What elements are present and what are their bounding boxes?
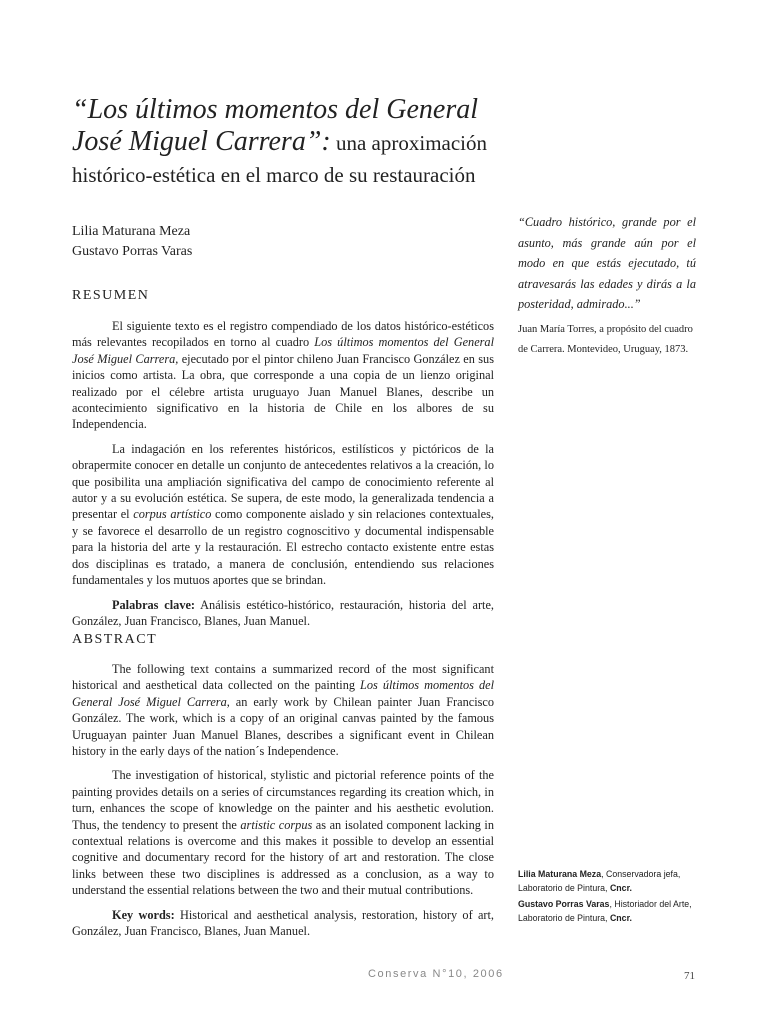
epigraph-quote: “Cuadro histórico, grande por el asunto, más grande aún por el modo en que estás ejecutado, tú atravesarás las edades y dirás a la posteridad, admirado...” bbox=[518, 215, 696, 311]
bio-org: Cncr. bbox=[609, 882, 632, 893]
keywords-text: Análisis estético-histórico, restauración, historia del arte, González, Juan Francisco, Blanes, Juan Manuel. bbox=[72, 597, 494, 628]
author-name: Gustavo Porras Varas bbox=[72, 244, 193, 259]
resumen-paragraph bbox=[72, 441, 494, 589]
author-bio bbox=[518, 868, 698, 895]
resumen-paragraph bbox=[72, 318, 494, 433]
journal-footer: Conserva N°10, 2006 bbox=[368, 968, 504, 980]
keywords-text: Historical and aesthetical analysis, restoration, history of art, González, Juan Francisco, Blanes, Juan Manuel. bbox=[72, 907, 495, 939]
resumen-heading: RESUMEN bbox=[72, 288, 150, 303]
text-run: La indagación en los referentes históricos, estilísticos y pictóricos de la obrapermite conocer en detalle un conjunto de antecedentes relativos a la creación, lo que posibilita una ampliación significativa del campo de conocimiento referente al autor y a su evolución estética. Se supera, de este modo, la generalizada tendencia a presentar el bbox=[72, 441, 494, 522]
title-italic-part: “Los últimos momentos del General José Miguel Carrera” bbox=[72, 94, 478, 157]
italic-term: artistic corpus bbox=[240, 817, 313, 832]
abstract-paragraph bbox=[72, 661, 494, 759]
text-run: The investigation of historical, stylistic and pictorial reference points of the painting provides details on a series of circumstances regarding its creation which, in turn, enhances the scope of knowledge on the painter and his aesthetic evolution. Thus, the tendency to present the bbox=[72, 768, 494, 832]
article-title bbox=[72, 94, 532, 191]
keywords-label: Key words: bbox=[112, 907, 175, 922]
resumen-keywords bbox=[72, 597, 494, 630]
epigraph-attribution: Juan María Torres, a propósito del cuadro de Carrera. Montevideo, Uruguay, 1873. bbox=[518, 324, 693, 355]
text-run: as an isolated component lacking in contextual relations is overcome and this makes it possible to develop an essential cognitive and documentary record for the history of art and restoration. The close links between these two disciplines is addressed as a conclusion, as a way to understand the essential relations between the two and their mutual contributions. bbox=[72, 817, 494, 898]
text-run: como componente aislado y sin relaciones contextuales, y se favorece el desarrollo de un registro cognoscitivo y documental indispensable para la historia del arte y la restauración. El estrecho contacto existente entre estas dos disciplinas es tratado, a manera de conclusión, entendiendo sus relaciones fundamentales y los mutuos aportes que se brindan. bbox=[72, 507, 494, 588]
page-number: 71 bbox=[684, 970, 695, 982]
painting-title: Los últimos momentos del General José Miguel Carrera, bbox=[72, 335, 495, 366]
title-colon: : bbox=[321, 126, 331, 157]
abstract-paragraph bbox=[72, 767, 494, 898]
resumen-body bbox=[72, 318, 494, 637]
text-run: ejecutado por el pintor chileno Juan Francisco González en sus inicios como artista. La obra, que corresponde a una copia de un lienzo original realizado por el célebre artista uruguayo Juan Manuel Blanes, describe un acontecimiento significativo en la historia de Chile en los albores de su Independencia. bbox=[72, 351, 494, 432]
bio-role: , Conservadora jefa, Laboratorio de Pintura, bbox=[518, 869, 681, 893]
text-run: The following text contains a summarized record of the most significant historical and aesthetical data collected on the painting bbox=[72, 662, 494, 693]
text-run: , an early work by Chilean painter Juan Francisco González. The work, which is a copy of an original canvas painted by the famous Uruguayan painter Juan Manuel Blanes, describes a significant event in Chilean history in the early days of the nation´s Independence. bbox=[72, 694, 495, 759]
bio-name: Gustavo Porras Varas bbox=[518, 899, 610, 909]
keywords-label: Palabras clave: bbox=[112, 597, 196, 612]
bio-name: Lilia Maturana Meza bbox=[518, 869, 602, 879]
author-name: Lilia Maturana Meza bbox=[72, 224, 191, 239]
author-bios bbox=[518, 868, 698, 928]
abstract-heading: ABSTRACT bbox=[72, 632, 158, 647]
bio-org: Cncr. bbox=[609, 912, 632, 923]
author-list bbox=[72, 222, 192, 262]
title-rest-part: una aproximación histórico-estética en el marco de su restauración bbox=[72, 131, 487, 187]
italic-term: corpus artístico bbox=[133, 507, 212, 522]
author-bio bbox=[518, 898, 698, 925]
text-run: El siguiente texto es el registro compendiado de los datos histórico-estéticos más relevantes recopilados en torno al cuadro bbox=[72, 319, 494, 350]
painting-title: Los últimos momentos del General José Miguel Carrera bbox=[72, 678, 494, 709]
bio-role: , Historiador del Arte, Laboratorio de Pintura, bbox=[518, 899, 692, 923]
abstract-keywords bbox=[72, 907, 494, 940]
abstract-body bbox=[72, 661, 494, 948]
